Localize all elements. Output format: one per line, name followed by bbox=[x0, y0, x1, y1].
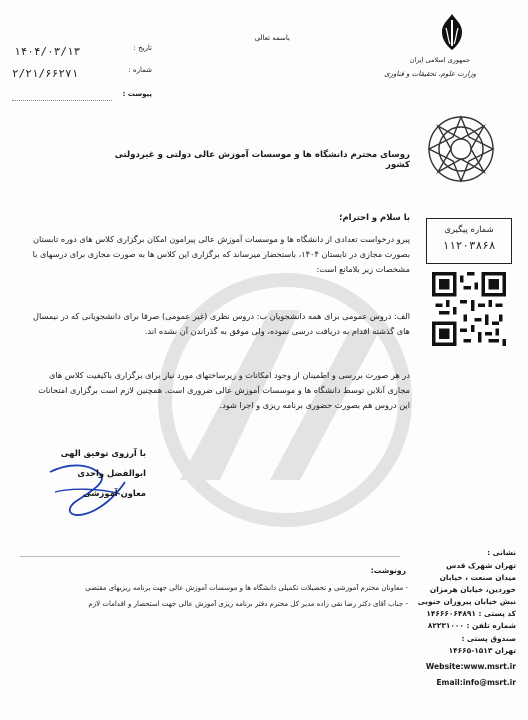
tracking-label: شماره پیگیری bbox=[444, 225, 494, 235]
address-line: نبش خیابان پیروزان جنوبی bbox=[417, 597, 516, 607]
invocation: باسمه تعالی bbox=[254, 34, 290, 42]
attachment-label: پیوست : bbox=[122, 90, 152, 98]
attachment-line bbox=[12, 96, 112, 101]
cc-title: رونوشت: bbox=[370, 566, 406, 575]
address-title: نشانی : bbox=[487, 548, 516, 557]
date-label: تاریخ : bbox=[133, 44, 152, 52]
ornament-medallion-icon bbox=[424, 112, 498, 186]
number-value: ۲/۲۱/۶۶۲۷۱ bbox=[12, 67, 79, 80]
signer-title: معاون آموزشی bbox=[82, 488, 146, 498]
paragraph-1: پیرو درخواست تعدادی از دانشگاه ها و موسسات آموزش عالی پیرامون امکان برگزاری کلاس های دوره تابستان بصورت مجازی در تابستان ۱۴۰۴، باستحضار میرساند که برگزاری این کلاس ها به صورت مجازی برای درسهای با مشخصات زیر بلامانع است: bbox=[32, 234, 410, 274]
recipient-line: روسای محترم دانشگاه ها و موسسات آموزش عالی دولتی و غیردولتی کشور bbox=[114, 150, 410, 170]
address-line: کد پستی : ۱۴۶۶۶۰۶۴۸۹۱ bbox=[426, 609, 516, 619]
org-line2: وزارت علوم، تحقیقات و فناوری bbox=[384, 70, 476, 78]
org-line1: جمهوری اسلامی ایران bbox=[409, 56, 470, 64]
closing-line: با آرزوی توفیق الهی bbox=[60, 448, 146, 458]
number-label: شماره : bbox=[128, 66, 152, 74]
date-field bbox=[14, 40, 114, 59]
address-line: شماره تلفن : ۸۲۲۳۱۰۰۰ bbox=[427, 621, 516, 631]
date-value: ۱۴۰۴/۰۳/۱۳ bbox=[14, 45, 81, 58]
tracking-box bbox=[426, 218, 512, 264]
address-block bbox=[404, 560, 516, 657]
email-link[interactable]: Email:info@msrt.ir bbox=[436, 678, 516, 687]
address-line: میدان صنعت ، خیابان bbox=[439, 573, 516, 583]
paragraph-3: در هر صورت بررسی و اطمینان از وجود امکانات و زیرساختهای مورد نیاز برای برگزاری باکیفیت کلاس های مجازی آنلاین توسط دانشگاه ها و موسسات آموزش عالی ضروری است. همچنین لازم است برگزاری امتحانات این دروس هم بصورت حضوری برنامه ریزی و اجرا شود. bbox=[38, 370, 410, 410]
cc-line-1: - معاونان محترم آموزشی و تحصیلات تکمیلی دانشگاه ها و موسسات آموزش عالی جهت برنامه ریزیهای مقتضی bbox=[85, 584, 408, 592]
paragraph-2: الف: دروس عمومی برای همه دانشجویان ب: دروس نظری (غیر عمومی) صرفا برای دانشجویانی که در نیمسال های گذشته اقدام به دریافت درسی نموده، ولی موفق به گذراندن آن نشده اند. bbox=[33, 311, 410, 336]
address-line: تهران شهرک قدس bbox=[446, 561, 516, 570]
tracking-number: ۱۱۲۰۳۸۶۸ bbox=[442, 239, 496, 252]
address-line: صندوق پستی : bbox=[461, 633, 516, 643]
cc-separator bbox=[20, 556, 400, 557]
greeting: با سلام و احترام؛ bbox=[339, 212, 410, 222]
website-link[interactable]: Website:www.msrt.ir bbox=[425, 662, 516, 671]
signer-name: ابوالفضل واحدی bbox=[77, 468, 146, 478]
address-line: تهران ۱۵۱۳-۱۴۶۶۵ bbox=[448, 645, 516, 655]
iran-emblem-icon bbox=[436, 12, 468, 52]
qr-code-icon bbox=[432, 272, 506, 346]
number-field bbox=[12, 62, 112, 81]
address-line: خوردین، خیابان هرمزان bbox=[429, 585, 516, 595]
cc-line-2: - جناب آقای دکتر رضا نقی زاده مدیر کل محترم دفتر برنامه ریزی آموزش عالی جهت استحضار و اقدامات لازم bbox=[88, 600, 408, 608]
